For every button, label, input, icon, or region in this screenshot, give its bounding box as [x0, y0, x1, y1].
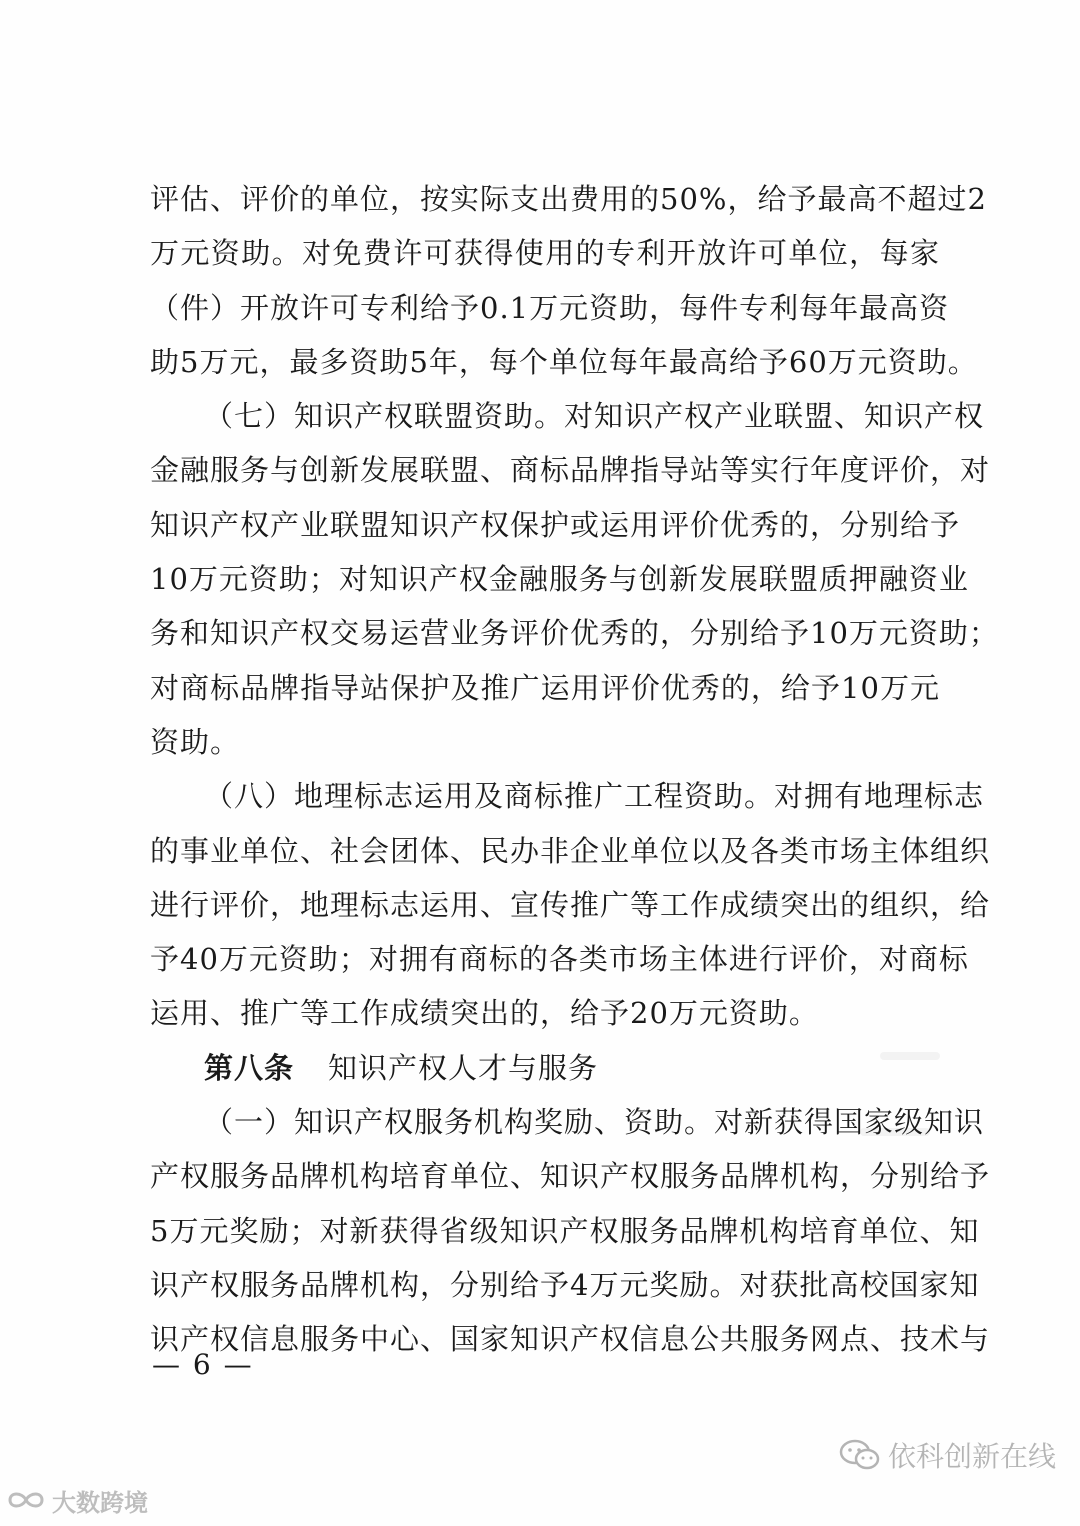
text-line: 评估、评价的单位，按实际支出费用的50%，给予最高不超过2: [150, 182, 987, 216]
text-line: （件）开放许可专利给予0.1万元资助，每件专利每年最高资: [150, 290, 950, 325]
text-line: 5万元奖励；对新获得省级知识产权服务品牌机构培育单位、知: [150, 1213, 980, 1248]
text-line: 务和知识产权交易运营业务评价优秀的，分别给予10万元资助；: [150, 616, 999, 651]
text-line: 予40万元资助；对拥有商标的各类市场主体进行评价，对商标: [150, 942, 969, 977]
text-line: 助5万元，最多资助5年，每个单位每年最高给予60万元资助。: [150, 344, 978, 379]
text-line: （七）知识产权联盟资助。对知识产权产业联盟、知识产权: [204, 399, 985, 434]
text-line: （八）地理标志运用及商标推广工程资助。对拥有地理标志: [204, 779, 985, 814]
wechat-icon: [838, 1438, 882, 1472]
watermark-left: [4, 1480, 148, 1520]
text-line: 的事业单位、社会团体、民办非企业单位以及各类市场主体组织: [150, 833, 991, 868]
text-line: 10万元资助；对知识产权金融服务与创新发展联盟质押融资业: [150, 562, 969, 597]
body-text: [150, 172, 999, 1367]
text-line: 资助。: [150, 724, 241, 759]
text-line: 识产权信息服务中心、国家知识产权信息公共服务网点、技术与: [150, 1322, 991, 1357]
watermark-left-text: 大数跨境: [52, 1488, 148, 1517]
text-line: 识产权服务品牌机构，分别给予4万元奖励。对获批高校国家知: [150, 1267, 980, 1302]
text-line: 金融服务与创新发展联盟、商标品牌指导站等实行年度评价，对: [150, 453, 991, 488]
text-line: 万元资助。对免费许可获得使用的专利开放许可单位，每家: [150, 236, 940, 271]
text-line: 产权服务品牌机构培育单位、知识产权服务品牌机构，分别给予: [150, 1159, 991, 1194]
article-number: 第八条: [204, 1050, 295, 1085]
watermark-right: [838, 1435, 1056, 1475]
watermark-right-text: 依科创新在线: [888, 1440, 1057, 1473]
text-line: 对商标品牌指导站保护及推广运用评价优秀的，给予10万元: [150, 670, 940, 705]
article-heading: [150, 1041, 940, 1095]
text-line: 进行评价，地理标志运用、宣传推广等工作成绩突出的组织，给: [150, 887, 991, 922]
infinity-logo-icon: [4, 1486, 48, 1514]
article-title: 知识产权人才与服务: [328, 1050, 599, 1085]
page-number: — 6 —: [152, 1348, 254, 1381]
text-line: 知识产权产业联盟知识产权保护或运用评价优秀的，分别给予: [150, 507, 961, 542]
text-line: （一）知识产权服务机构奖励、资助。对新获得国家级知识: [204, 1105, 985, 1140]
text-line: 运用、推广等工作成绩突出的，给予20万元资助。: [150, 996, 819, 1031]
